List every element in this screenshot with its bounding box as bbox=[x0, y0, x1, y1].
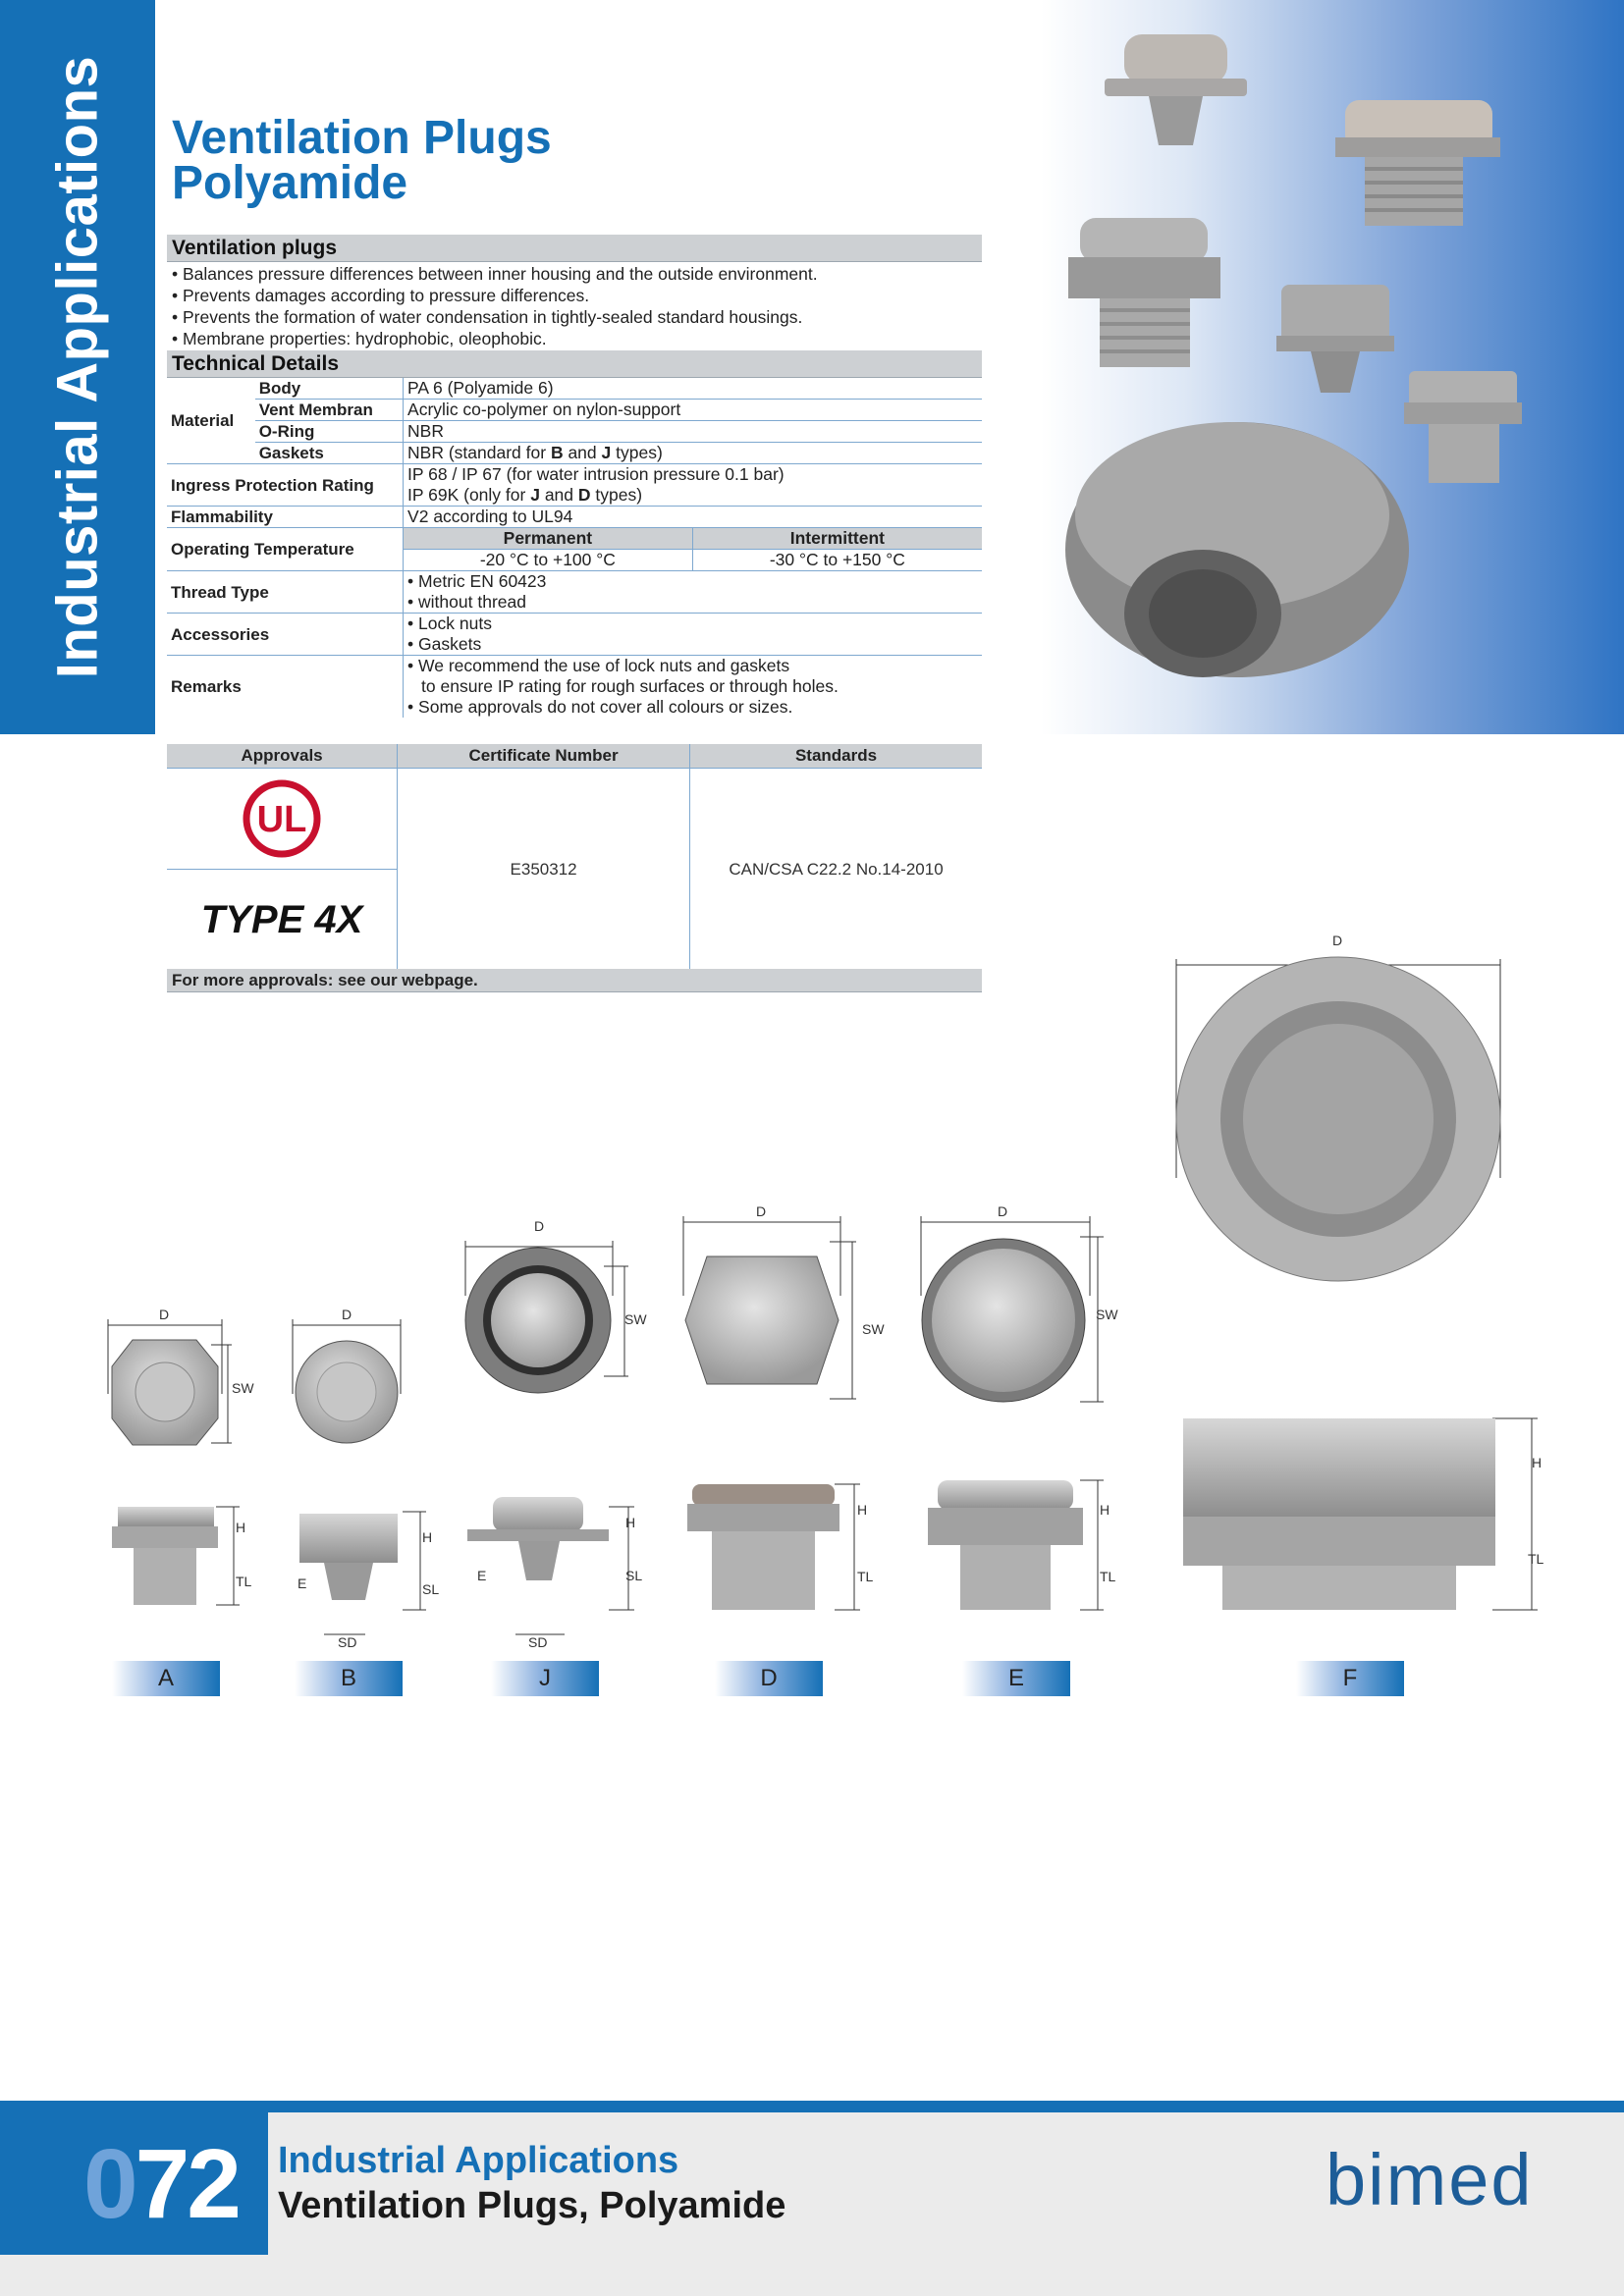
temperature-permanent-label: Permanent bbox=[404, 528, 693, 550]
ul-logo bbox=[167, 769, 397, 870]
side-band-title: Industrial Applications bbox=[45, 55, 110, 679]
dim-label-h: H bbox=[625, 1515, 636, 1530]
table-row bbox=[167, 528, 982, 550]
dim-label-tl: TL bbox=[1100, 1569, 1116, 1584]
material-oring-label: O-Ring bbox=[255, 421, 404, 443]
type-label-e: E bbox=[962, 1661, 1070, 1696]
certificate-header: Certificate Number bbox=[398, 744, 690, 769]
remarks-value: • We recommend the use of lock nuts and gaskets to ensure IP rating for rough surfaces or through holes. • Some approvals do not cover all colours or sizes. bbox=[404, 656, 982, 719]
footer-rule bbox=[0, 2101, 1624, 2112]
table-row bbox=[167, 421, 982, 443]
product-photo-plug-4 bbox=[1276, 285, 1394, 393]
drawing-type-e bbox=[922, 1239, 1085, 1610]
page-title bbox=[172, 112, 552, 209]
thread-value: • Metric EN 60423 • without thread bbox=[404, 571, 982, 614]
dim-label-h: H bbox=[236, 1520, 246, 1535]
drawing-type-j bbox=[465, 1248, 611, 1580]
dim-label-sd: SD bbox=[338, 1634, 357, 1650]
type-label-d: D bbox=[715, 1661, 823, 1696]
ingress-value: IP 68 / IP 67 (for water intrusion pressure 0.1 bar) IP 69K (only for J and D types) bbox=[404, 464, 982, 507]
drawing-type-a bbox=[112, 1340, 218, 1605]
dim-label-sw: SW bbox=[624, 1311, 647, 1327]
dim-label-sw: SW bbox=[1096, 1307, 1118, 1322]
dim-label-sl: SL bbox=[625, 1568, 643, 1583]
dim-label-d: D bbox=[756, 1203, 767, 1219]
page-title-line1: Ventilation Plugs bbox=[172, 112, 552, 164]
brand-logo: bimed bbox=[1326, 2139, 1534, 2220]
dim-label-e: E bbox=[477, 1568, 487, 1583]
material-membran-label: Vent Membran bbox=[255, 400, 404, 421]
ventilation-bullet: • Prevents the formation of water condensation in tightly-sealed standard housings. bbox=[172, 307, 803, 327]
ul-logo-icon bbox=[241, 777, 323, 860]
dim-label-h: H bbox=[857, 1502, 868, 1518]
dim-label-tl: TL bbox=[857, 1569, 874, 1584]
dim-label-d: D bbox=[534, 1218, 545, 1234]
approvals-footnote: For more approvals: see our webpage. bbox=[167, 969, 982, 992]
certificate-number: E350312 bbox=[398, 769, 690, 972]
type-label-j: J bbox=[491, 1661, 599, 1696]
accessories-value: • Lock nuts • Gaskets bbox=[404, 614, 982, 656]
remarks-label: Remarks bbox=[171, 677, 242, 696]
table-row bbox=[167, 614, 982, 656]
dim-label-d: D bbox=[998, 1203, 1008, 1219]
temperature-label: Operating Temperature bbox=[167, 528, 404, 571]
product-photo-plug-1 bbox=[1105, 34, 1247, 145]
approvals-header: Approvals bbox=[167, 744, 398, 769]
technical-table bbox=[167, 378, 982, 718]
dim-label-sw: SW bbox=[232, 1380, 254, 1396]
dim-label-h: H bbox=[1532, 1455, 1543, 1470]
dim-label-d: D bbox=[159, 1307, 170, 1322]
drawing-type-b bbox=[296, 1341, 398, 1600]
svg-text:UL: UL bbox=[256, 799, 307, 840]
ventilation-bullet: • Membrane properties: hydrophobic, oleophobic. bbox=[172, 329, 547, 348]
type-label-b: B bbox=[295, 1661, 403, 1696]
ventilation-bullet: • Prevents damages according to pressure differences. bbox=[172, 286, 590, 305]
type-label-a: A bbox=[112, 1661, 220, 1696]
table-row bbox=[167, 507, 982, 528]
footer-page-title: Ventilation Plugs, Polyamide bbox=[278, 2185, 786, 2226]
table-row bbox=[167, 656, 982, 719]
product-photo-plug-5 bbox=[1404, 371, 1522, 483]
ventilation-bullet: • Balances pressure differences between inner housing and the outside environment. bbox=[172, 264, 818, 284]
technical-drawings bbox=[0, 923, 1624, 1669]
flammability-value: V2 according to UL94 bbox=[404, 507, 982, 528]
material-oring-value: NBR bbox=[404, 421, 982, 443]
ingress-label: Ingress Protection Rating bbox=[167, 464, 404, 507]
dim-label-sw: SW bbox=[862, 1321, 885, 1337]
dim-label-d: D bbox=[342, 1307, 352, 1322]
material-label: Material bbox=[167, 378, 255, 464]
accessories-label: Accessories bbox=[167, 614, 404, 656]
hero-image bbox=[1041, 0, 1624, 734]
product-photo-plug-6 bbox=[1065, 422, 1409, 677]
footer-section-title: Industrial Applications bbox=[278, 2140, 679, 2181]
thread-label: Thread Type bbox=[167, 571, 404, 614]
table-row bbox=[167, 443, 982, 464]
material-gaskets-value: NBR (standard for B and J types) bbox=[404, 443, 982, 464]
type-4x-label: TYPE 4X bbox=[200, 898, 363, 941]
product-photo-plug-2 bbox=[1335, 100, 1500, 226]
technical-heading: Technical Details bbox=[167, 350, 982, 378]
temperature-permanent-value: -20 °C to +100 °C bbox=[404, 550, 693, 571]
material-membran-value: Acrylic co-polymer on nylon-support bbox=[404, 400, 982, 421]
material-body-label: Body bbox=[255, 378, 404, 400]
drawing-type-f bbox=[1176, 957, 1500, 1610]
type-label-f: F bbox=[1296, 1661, 1404, 1696]
dim-label-sl: SL bbox=[422, 1581, 440, 1597]
dim-label-h: H bbox=[1100, 1502, 1110, 1518]
dim-label-tl: TL bbox=[236, 1574, 252, 1589]
page-number: 072 bbox=[83, 2129, 239, 2239]
table-row bbox=[167, 378, 982, 400]
standards-header: Standards bbox=[690, 744, 982, 769]
drawing-type-d bbox=[685, 1256, 839, 1610]
flammability-label: Flammability bbox=[167, 507, 404, 528]
table-row bbox=[167, 400, 982, 421]
temperature-intermittent-value: -30 °C to +150 °C bbox=[692, 550, 982, 571]
dim-label-d: D bbox=[1332, 933, 1343, 948]
temperature-intermittent-label: Intermittent bbox=[692, 528, 982, 550]
material-gaskets-label: Gaskets bbox=[255, 443, 404, 464]
material-body-value: PA 6 (Polyamide 6) bbox=[404, 378, 982, 400]
standard-value: CAN/CSA C22.2 No.14-2010 bbox=[690, 769, 982, 972]
dim-label-e: E bbox=[298, 1575, 307, 1591]
ventilation-bullets bbox=[172, 263, 818, 349]
dim-label-tl: TL bbox=[1528, 1551, 1544, 1567]
product-photo-plug-3 bbox=[1068, 218, 1220, 367]
dim-label-h: H bbox=[422, 1529, 433, 1545]
page-title-line2: Polyamide bbox=[172, 157, 408, 209]
ventilation-heading: Ventilation plugs bbox=[167, 235, 982, 262]
product-photo-collage bbox=[1041, 0, 1624, 734]
table-row bbox=[167, 571, 982, 614]
table-row bbox=[167, 464, 982, 507]
dim-label-sd: SD bbox=[528, 1634, 548, 1650]
